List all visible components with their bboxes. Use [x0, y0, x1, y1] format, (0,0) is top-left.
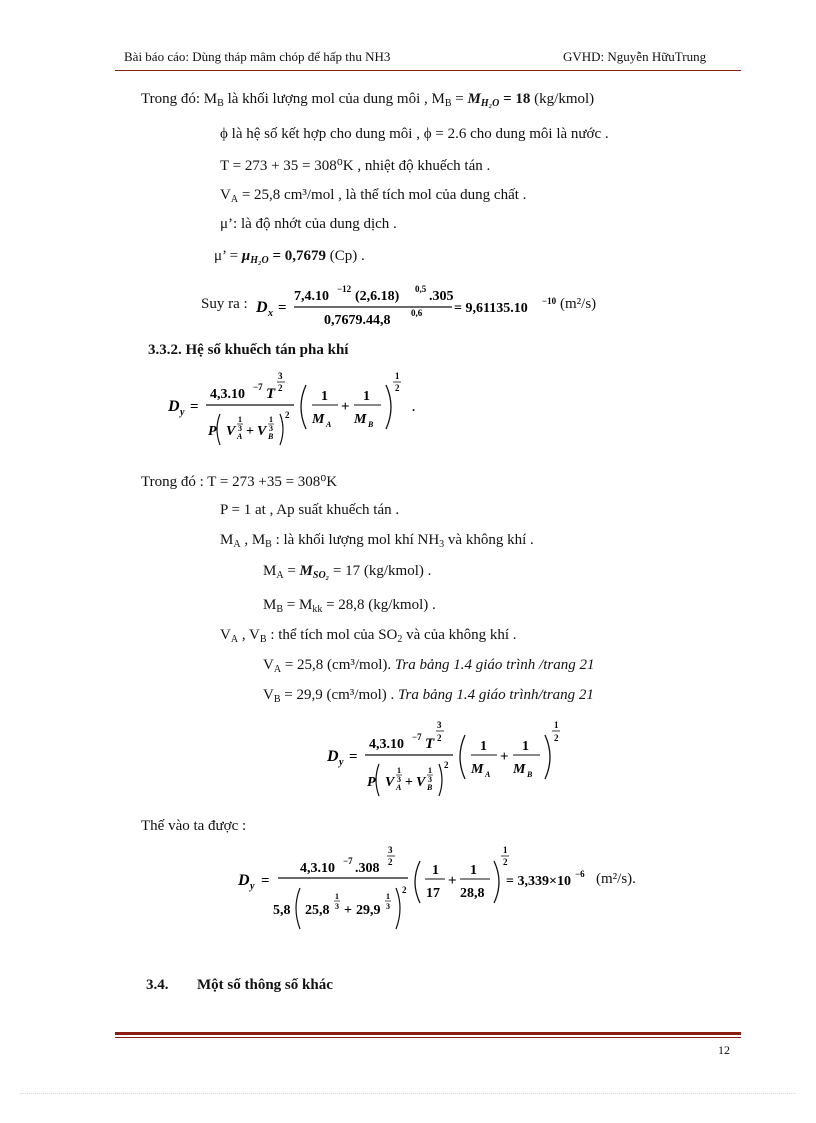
line-molar-masses: $M_A$ , $M_B$ : là khối lượng mol khí $NH_3$ và không khí . — [220, 532, 534, 550]
section-heading-34: Một số thông số khác — [197, 977, 333, 993]
svg-text:=: = — [278, 300, 287, 316]
svg-text:2: 2 — [402, 885, 407, 895]
svg-text:2: 2 — [444, 760, 449, 770]
svg-text:M: M — [471, 762, 484, 777]
svg-text:A: A — [326, 420, 332, 429]
svg-text:+: + — [448, 873, 457, 889]
footer-rule-thick — [115, 1032, 741, 1035]
svg-text:3: 3 — [397, 775, 401, 784]
svg-text:29,9: 29,9 — [356, 903, 381, 918]
formula-dy-general — [168, 367, 428, 453]
svg-text:V: V — [416, 775, 426, 790]
dx-num: 7,4.10 — [294, 289, 329, 304]
svg-text:1: 1 — [503, 845, 508, 855]
svg-text:V: V — [257, 424, 267, 439]
svg-text:y: y — [250, 881, 255, 892]
dx-unit: (m²/s) — [560, 296, 597, 312]
svg-text:1: 1 — [395, 371, 400, 381]
svg-text:P: P — [208, 424, 217, 439]
svg-text:−7: −7 — [253, 382, 263, 392]
dx-num-exp2: 0,5 — [415, 284, 427, 294]
section-number-34: 3.4. — [146, 977, 169, 993]
dx-lhs: D — [256, 299, 268, 316]
svg-text:M: M — [312, 412, 325, 427]
line-thus: Suy ra : — [201, 296, 248, 312]
formula-dx — [256, 281, 566, 333]
svg-text:2: 2 — [437, 733, 442, 743]
line-where-T: Trong đó : T = 273 +35 = 308⁰K — [141, 474, 338, 490]
svg-text:1: 1 — [386, 892, 390, 901]
svg-text:B: B — [268, 432, 274, 441]
svg-text:D: D — [327, 748, 339, 765]
svg-text:+: + — [246, 424, 254, 439]
header-instructor: GVHD: Nguyễn HữuTrung — [563, 49, 707, 64]
svg-text:3: 3 — [335, 902, 339, 911]
header-title: Bài báo cáo: Dùng tháp mâm chóp để hấp thu NH3 — [124, 49, 391, 64]
formula-dy-centered — [327, 716, 567, 804]
svg-text:A: A — [485, 770, 491, 779]
svg-text:4,3.10: 4,3.10 — [300, 861, 335, 876]
svg-text:1: 1 — [397, 766, 401, 775]
svg-text:1: 1 — [238, 415, 242, 424]
line-phi: ϕ là hệ số kết hợp cho dung môi , ϕ = 2.6 cho dung môi là nước . — [220, 126, 609, 142]
svg-text:T: T — [425, 736, 435, 752]
svg-text:+: + — [344, 903, 352, 918]
svg-text:1: 1 — [363, 389, 370, 404]
dy-unit: (m²/s). — [596, 871, 636, 887]
svg-text:3: 3 — [278, 371, 283, 381]
svg-text:2: 2 — [285, 410, 290, 420]
line-mb: $M_B = M_{kk} = 28,8$ (kg/kmol) . — [263, 597, 436, 615]
svg-text:B: B — [427, 783, 433, 792]
svg-text:28,8: 28,8 — [460, 886, 485, 901]
svg-text:+: + — [500, 749, 509, 765]
line-molar-volume: $V_A = 25,8$ cm³/mol , là thể tích mol của dung chất . — [220, 187, 527, 205]
dx-num-exp: −12 — [337, 284, 352, 294]
svg-text:M: M — [354, 412, 367, 427]
svg-text:3: 3 — [386, 902, 390, 911]
svg-text:= 3,339×10: = 3,339×10 — [506, 874, 571, 889]
line-molar-volumes: $V_A$ , $V_B$ : thể tích mol của $SO_2$ và của không khí . — [220, 627, 517, 645]
header-rule — [115, 70, 741, 71]
svg-text:.308: .308 — [355, 861, 380, 876]
svg-text:−7: −7 — [412, 732, 422, 742]
svg-text:3: 3 — [388, 845, 393, 855]
svg-text:B: B — [527, 770, 533, 779]
dx-num-end: .305 — [429, 289, 454, 304]
svg-text:B: B — [368, 420, 374, 429]
svg-text:=: = — [190, 399, 199, 415]
svg-text:2: 2 — [388, 857, 393, 867]
line-viscosity-def: μ’: là độ nhớt của dung dịch . — [220, 216, 397, 232]
line-substitute: Thế vào ta được : — [141, 818, 247, 834]
svg-text:1: 1 — [335, 892, 339, 901]
svg-text:2: 2 — [503, 857, 508, 867]
svg-text:1: 1 — [321, 389, 328, 404]
svg-text:+: + — [341, 399, 350, 415]
svg-text:y: y — [339, 757, 344, 768]
svg-text:2: 2 — [395, 383, 400, 393]
svg-text:3: 3 — [269, 424, 273, 433]
svg-text:3: 3 — [437, 720, 442, 730]
svg-text:A: A — [237, 432, 243, 441]
svg-text:P: P — [367, 775, 376, 790]
svg-text:3: 3 — [428, 775, 432, 784]
line-ma: $M_A = M_{SO_2} = 17$ (kg/kmol) . — [263, 563, 432, 581]
dx-den-exp: 0,6 — [411, 308, 423, 318]
svg-text:−6: −6 — [575, 869, 585, 879]
svg-text:+: + — [405, 775, 413, 790]
footer-rule-thin — [115, 1037, 741, 1038]
line-viscosity-value: μ’ = $\mu_{H_2O} = 0,7679$ (Cp) . — [214, 248, 365, 266]
line-temperature: T = 273 + 35 = 308⁰K , nhiệt độ khuếch tán . — [220, 158, 491, 174]
svg-text:−7: −7 — [343, 856, 353, 866]
svg-text:A: A — [396, 783, 402, 792]
dx-den: 0,7679.44,8 — [324, 313, 391, 328]
svg-text:M: M — [513, 762, 526, 777]
svg-text:=: = — [349, 749, 358, 765]
svg-text:V: V — [385, 775, 395, 790]
svg-text:1: 1 — [554, 720, 559, 730]
svg-text:D: D — [238, 872, 250, 889]
page-number: 12 — [718, 1043, 730, 1057]
svg-text:D: D — [168, 398, 180, 415]
svg-text:=: = — [261, 873, 270, 889]
svg-text:1: 1 — [432, 863, 439, 878]
svg-text:1: 1 — [522, 739, 529, 754]
dx-result-exp: −10 — [542, 296, 557, 306]
line-va: $V_A = 25,8$ (cm³/mol). Tra bảng 1.4 giáo trình /trang 21 — [263, 657, 595, 675]
line-solvent-mass: Trong đó: $M_B$ là khối lượng mol của dung môi , $M_B = M_{H_2O} = 18$ (kg/kmol) — [141, 91, 595, 109]
formula-dy-numeric — [238, 841, 598, 939]
svg-text:1: 1 — [480, 739, 487, 754]
svg-text:T: T — [266, 386, 276, 402]
svg-text:4,3.10: 4,3.10 — [369, 737, 404, 752]
svg-text:17: 17 — [426, 886, 440, 901]
line-vb: $V_B = 29,9$ (cm³/mol) . Tra bảng 1.4 giáo trình/trang 21 — [263, 687, 594, 705]
svg-text:2: 2 — [278, 383, 283, 393]
page-bottom-edge — [20, 1093, 796, 1094]
svg-text:4,3.10: 4,3.10 — [210, 387, 245, 402]
svg-text:1: 1 — [470, 863, 477, 878]
section-heading-332: 3.3.2. Hệ số khuếch tán pha khí — [148, 342, 349, 358]
dx-num-mid: (2,6.18) — [355, 289, 400, 304]
svg-text:1: 1 — [428, 766, 432, 775]
svg-text:y: y — [180, 407, 185, 418]
svg-text:3: 3 — [238, 424, 242, 433]
svg-text:1: 1 — [269, 415, 273, 424]
svg-text:5,8: 5,8 — [273, 903, 291, 918]
dx-lhs-sub: x — [268, 308, 273, 319]
svg-text:2: 2 — [554, 733, 559, 743]
line-pressure: P = 1 at , Ap suất khuếch tán . — [220, 502, 400, 518]
svg-text:.: . — [412, 400, 415, 414]
dx-result: = 9,61135.10 — [454, 301, 528, 316]
svg-text:25,8: 25,8 — [305, 903, 330, 918]
svg-text:V: V — [226, 424, 236, 439]
